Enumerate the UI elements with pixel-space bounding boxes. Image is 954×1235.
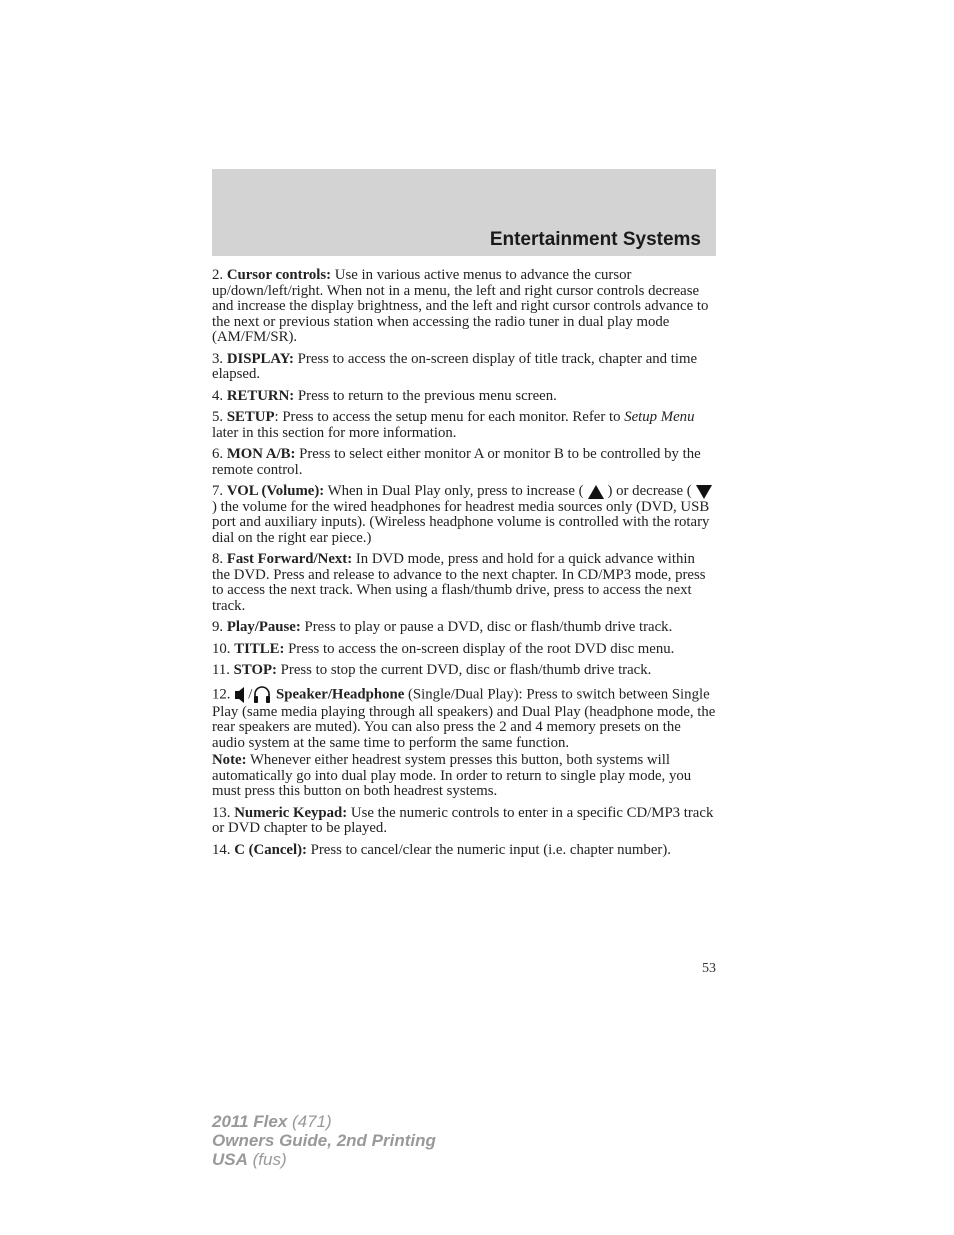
list-item-cursor-controls [212,268,716,346]
list-item-display [212,352,716,383]
list-item-volume [212,484,716,546]
note-text: Whenever either headrest system presses this button, both systems will automatically go into dual play mode. In order to return to single play mode, you must press this button on both headrest systems. [212,752,692,799]
item-text: Press to access the on-screen display of title track, chapter and time elapsed. [212,350,698,382]
item-label: Numeric Keypad: [234,804,348,821]
section-header-band [212,169,716,256]
footer-model: 2011 Flex [212,1112,288,1131]
item-label: VOL (Volume): [226,483,325,499]
item-text: Press to return to the previous menu screen. [294,387,557,404]
footer-region-code: (fus) [247,1150,287,1169]
item-text: Press to stop the current DVD, disc or flash/thumb drive track. [276,662,652,678]
item-number: 7. [212,483,224,499]
item-number: 5. [212,409,224,425]
item-number: 6. [212,446,224,462]
item-text: Press to play or pause a DVD, disc or flash/thumb drive track. [300,619,673,635]
item-label: SETUP [226,409,275,425]
page-content [212,268,716,864]
item-text: ) or decrease ( [607,483,692,499]
icon-separator: / [248,685,253,702]
page-number: 53 [702,961,716,976]
item-label: STOP: [233,662,277,678]
item-number: 3. [212,350,224,367]
item-number: 10. [212,640,231,657]
section-title: Entertainment Systems [489,229,701,250]
list-item-cancel [212,843,716,859]
headphone-icon [252,685,272,705]
footer-guide-line [212,1131,436,1150]
item-text: Press to access the on-screen display of the root DVD disc menu. [284,640,675,657]
item-number: 9. [212,619,224,635]
footer-region-line [212,1150,436,1169]
list-item-stop [212,663,716,679]
item-label: Play/Pause: [226,619,301,635]
list-item-play-pause [212,620,716,636]
item-text: Press to select either monitor A or monitor B to be controlled by the remote control. [212,446,701,478]
item-label: RETURN: [226,387,295,404]
item-number: 8. [212,551,224,567]
item-label: TITLE: [234,640,285,657]
item-text: When in Dual Play only, press to increase ( [324,483,584,499]
item-number: 12. [212,685,231,702]
item-label: Cursor controls: [226,267,332,283]
volume-down-icon [696,485,712,499]
item-number: 14. [212,841,231,858]
item-label: Fast Forward/Next: [226,551,353,567]
speaker-icon [234,686,248,704]
list-item-numeric-keypad [212,806,716,837]
item-text: In DVD mode, press and hold for a quick advance within the DVD. Press and release to advance to the next chapter. In CD/MP3 mode, press to access the next track. When using a flash/thumb drive, press to access the next track. [212,551,706,614]
item-label: DISPLAY: [226,350,294,367]
footer-region: USA [212,1150,248,1169]
item-text: ) the volume for the wired headphones for headrest media sources only (DVD, USB port and auxiliary inputs). (Wireless headphone volume is controlled with the rotary dial on the right ear piece.) [212,498,710,546]
note [212,753,716,800]
footer-model-code: (471) [287,1112,332,1131]
item-text: Use the numeric controls to enter in a specific CD/MP3 track or DVD chapter to be played. [212,804,714,836]
item-label: C (Cancel): [234,841,307,858]
list-item-mon-ab [212,447,716,478]
item-number: 4. [212,387,224,404]
note-label: Note: [212,752,247,768]
list-item-title [212,642,716,658]
item-number: 13. [212,804,231,821]
item-number: 2. [212,267,224,283]
document-footer [212,1112,436,1169]
volume-up-icon [588,485,604,499]
item-label: Speaker/Headphone [276,685,405,702]
item-text: : Press to access the setup menu for each monitor. Refer to [274,409,625,425]
list-item-fast-forward [212,552,716,614]
footer-guide-title: Owners Guide, 2nd Printing [212,1131,436,1150]
item-text: Press to cancel/clear the numeric input (i.e. chapter number). [306,841,671,858]
item-number: 11. [212,662,230,678]
item-text: (Single/Dual Play): Press to switch between Single Play (same media playing through all speakers) and Dual Play (headphone mode, the rear speakers are muted). You can also press the 2 and 4 memory presets on the audio system at the same time to perform the same function. [212,685,716,751]
list-item-setup [212,410,716,441]
setup-menu-reference: Setup Menu [624,409,695,425]
item-text: later in this section for more information. [212,424,457,441]
list-item-speaker-headphone [212,685,716,752]
list-item-return [212,389,716,405]
item-label: MON A/B: [226,446,296,462]
footer-model-line [212,1112,436,1131]
item-text: Use in various active menus to advance the cursor up/down/left/right. When not in a menu, the left and right cursor controls decrease and increase the display brightness, and the left and right cursor controls advance to the next or previous station when accessing the radio tuner in dual play mode (AM/FM/SR). [212,267,709,345]
